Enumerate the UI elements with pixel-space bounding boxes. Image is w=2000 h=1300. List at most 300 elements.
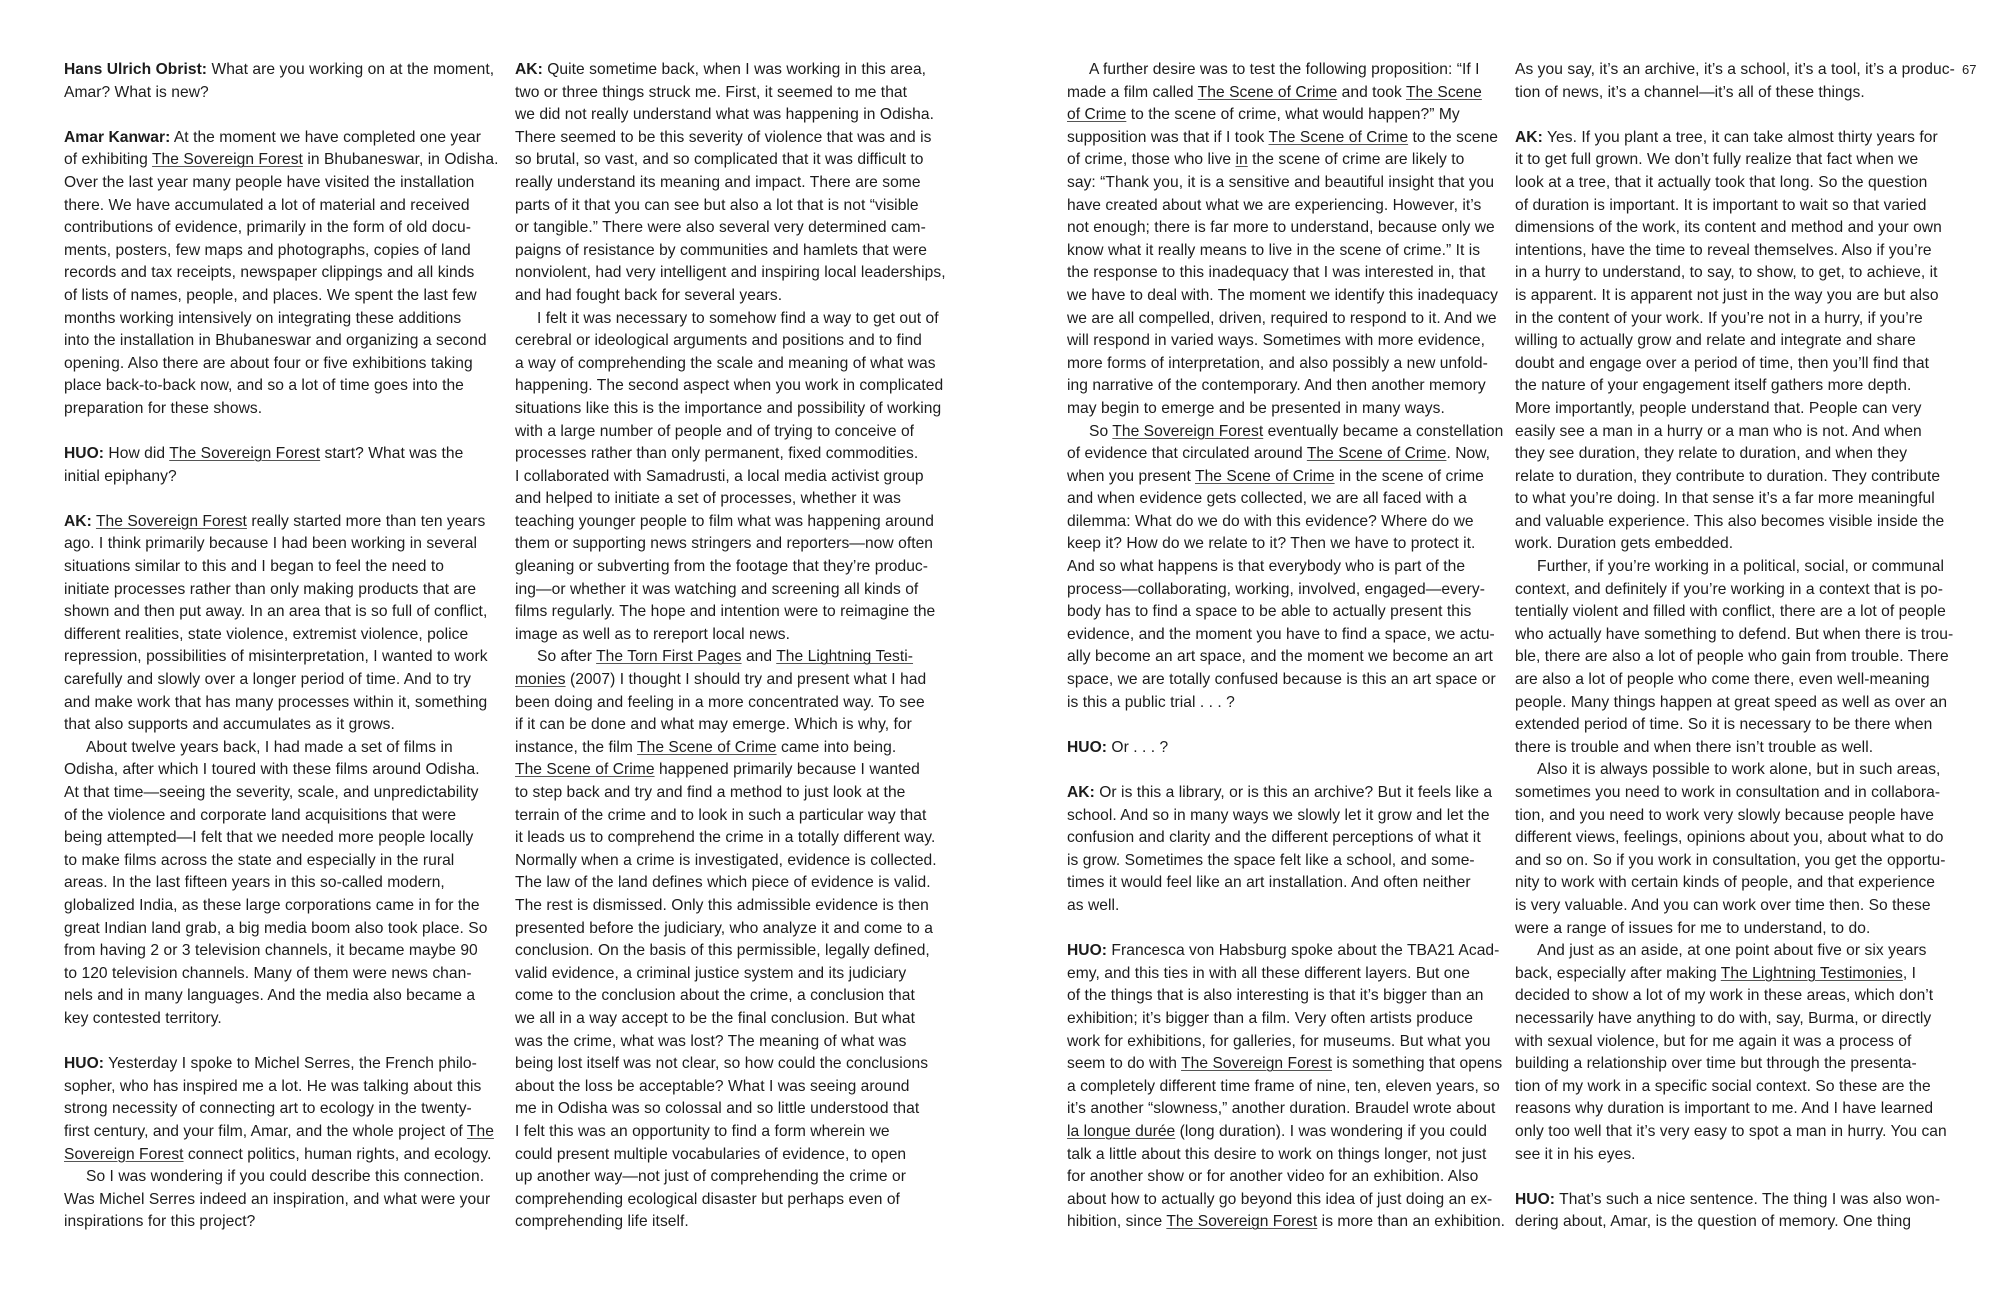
text-run: we all in a way accept to be the final conclusion. But what bbox=[515, 1009, 915, 1027]
text-line bbox=[515, 1031, 955, 1054]
text-line bbox=[1067, 1053, 1507, 1076]
text-run: back, especially after making bbox=[1515, 964, 1721, 982]
text-line bbox=[1515, 1031, 1955, 1054]
text-run: there is trouble and when there isn’t trouble as well. bbox=[1515, 738, 1874, 756]
text-line bbox=[1515, 646, 1955, 669]
text-run: really started more than ten years bbox=[246, 512, 486, 530]
text-run: What are you working on at the moment, bbox=[207, 61, 495, 78]
text-run: in a hurry to understand, to say, to show, to get, to achieve, it bbox=[1515, 264, 1938, 282]
work-title: The Sovereign Forest bbox=[1181, 1055, 1333, 1073]
text-run: initial epiphany? bbox=[64, 467, 177, 485]
text-line bbox=[64, 556, 504, 579]
text-run: and helped to initiate a set of processes, whether it was bbox=[515, 490, 901, 508]
text-line bbox=[515, 104, 955, 127]
text-run: A further desire was to test the following proposition: “If I bbox=[1089, 61, 1480, 78]
text-line bbox=[1515, 759, 1955, 782]
text-run: shown and then put away. In an area that is so full of conflict, bbox=[64, 603, 488, 621]
text-run: nity to work with certain kinds of people, and that experience bbox=[1515, 874, 1936, 892]
text-line bbox=[64, 646, 504, 669]
text-run: more forms of interpretation, and also possibly a new unfold- bbox=[1067, 354, 1488, 372]
text-line bbox=[1515, 82, 1955, 105]
text-run: to make films across the state and especially in the rural bbox=[64, 851, 455, 869]
text-line bbox=[1515, 601, 1955, 624]
text-line bbox=[64, 714, 504, 737]
text-line bbox=[1515, 127, 1955, 150]
text-run: decided to show a lot of my work in these areas, which don’t bbox=[1515, 987, 1934, 1005]
text-line bbox=[1067, 805, 1507, 828]
paragraph-gap bbox=[64, 488, 504, 511]
speaker-label: AK: bbox=[64, 512, 92, 530]
paragraph-gap bbox=[1067, 714, 1507, 737]
text-line bbox=[64, 82, 504, 105]
text-run: confusion and clarity and the different perceptions of what it bbox=[1067, 829, 1481, 847]
text-run: building a relationship over time but through the presenta- bbox=[1515, 1055, 1917, 1073]
text-line bbox=[1067, 330, 1507, 353]
text-run: it leads us to comprehend the crime in a totally different way. bbox=[515, 829, 936, 847]
text-run: So I was wondering if you could describe this connection. bbox=[86, 1168, 485, 1186]
text-run: with a large number of people and of trying to conceive of bbox=[515, 422, 915, 440]
text-run: emy, and this ties in with all these different layers. But one bbox=[1067, 964, 1470, 982]
text-line bbox=[1067, 421, 1507, 444]
text-run: up another way—not just of comprehending the crime or bbox=[515, 1168, 906, 1186]
text-run: dilemma: What do we do with this evidence? Where do we bbox=[1067, 512, 1474, 530]
text-line bbox=[1067, 556, 1507, 579]
text-run: situations like this is the importance and possibility of working bbox=[515, 399, 942, 417]
speaker-label: Hans Ulrich Obrist: bbox=[64, 61, 208, 78]
text-run: work for exhibitions, for galleries, for museums. But what you bbox=[1067, 1032, 1491, 1050]
text-run: from having 2 or 3 television channels, it became maybe 90 bbox=[64, 942, 478, 960]
text-run: times it would feel like an art installation. And often neither bbox=[1067, 874, 1471, 892]
text-run: willing to actually grow and relate and integrate and share bbox=[1515, 332, 1916, 350]
text-line bbox=[1067, 827, 1507, 850]
text-line bbox=[64, 692, 504, 715]
text-line bbox=[64, 443, 504, 466]
text-line bbox=[515, 827, 955, 850]
text-line bbox=[1515, 782, 1955, 805]
text-line bbox=[1515, 1211, 1955, 1234]
text-line bbox=[1515, 172, 1955, 195]
text-line bbox=[1515, 240, 1955, 263]
work-title: The Scene of Crime bbox=[515, 761, 655, 779]
text-run: About twelve years back, I had made a set of films in bbox=[86, 738, 453, 756]
text-line bbox=[1067, 669, 1507, 692]
text-run: process—collaborating, working, involved, engaged—every- bbox=[1067, 580, 1485, 598]
text-line bbox=[515, 714, 955, 737]
text-column-4 bbox=[1515, 59, 1955, 1234]
speaker-label: Amar Kanwar: bbox=[64, 128, 171, 146]
text-line bbox=[515, 782, 955, 805]
text-run: is apparent. It is apparent not just in the way you are but also bbox=[1515, 286, 1939, 304]
text-run: keep it? How do we relate to it? Then we have to protect it. bbox=[1067, 535, 1476, 553]
text-run: , I bbox=[1902, 964, 1917, 982]
text-line bbox=[1067, 443, 1507, 466]
text-run: Amar? What is new? bbox=[64, 83, 209, 101]
text-run: it to get full grown. We don’t fully realize that fact when we bbox=[1515, 151, 1919, 169]
text-line bbox=[1067, 353, 1507, 376]
text-line bbox=[1515, 579, 1955, 602]
text-line bbox=[64, 985, 504, 1008]
text-line bbox=[515, 963, 955, 986]
text-line bbox=[1515, 1053, 1955, 1076]
text-line bbox=[515, 646, 955, 669]
text-run: months working intensively on integrating these additions bbox=[64, 309, 462, 327]
text-line bbox=[1515, 918, 1955, 941]
text-run: in the scene of crime bbox=[1334, 467, 1484, 485]
text-run: situations similar to this and I began to feel the need to bbox=[64, 558, 444, 576]
text-line bbox=[1067, 262, 1507, 285]
text-run: and so on. So if you work in consultation, you get the opportu- bbox=[1515, 851, 1946, 869]
text-line bbox=[515, 511, 955, 534]
text-run: valid evidence, a criminal justice system and its judiciary bbox=[515, 964, 907, 982]
text-line bbox=[515, 421, 955, 444]
text-line bbox=[1067, 195, 1507, 218]
text-run: talk a little about this desire to work on things longer, not just bbox=[1067, 1145, 1487, 1163]
text-run: in Bhubaneswar, in Odisha. bbox=[302, 151, 499, 169]
speaker-label: AK: bbox=[1067, 784, 1095, 801]
text-line bbox=[515, 488, 955, 511]
text-run: I collaborated with Samadrusti, a local media activist group bbox=[515, 467, 924, 485]
text-run: intentions, have the time to reveal themselves. Also if you’re bbox=[1515, 241, 1932, 259]
text-line bbox=[64, 240, 504, 263]
text-line bbox=[1515, 398, 1955, 421]
text-run: to the scene bbox=[1408, 128, 1499, 146]
text-line bbox=[1067, 963, 1507, 986]
text-line bbox=[515, 1211, 955, 1234]
text-line bbox=[64, 1189, 504, 1212]
text-line bbox=[1067, 217, 1507, 240]
text-run: (2007) I thought I should try and present what I had bbox=[565, 671, 927, 689]
text-run: is more than an exhibition. bbox=[1317, 1213, 1506, 1231]
text-line bbox=[64, 759, 504, 782]
text-line bbox=[1515, 330, 1955, 353]
text-line bbox=[64, 1008, 504, 1031]
work-title: The Lightning Testi- bbox=[776, 648, 914, 666]
text-run: Was Michel Serres indeed an inspiration, and what were your bbox=[64, 1190, 491, 1208]
text-run: is very valuable. And you can work over time then. So these bbox=[1515, 896, 1931, 914]
text-run: Normally when a crime is investigated, evidence is collected. bbox=[515, 851, 937, 869]
work-title: The Scene of Crime bbox=[637, 738, 777, 756]
text-line bbox=[64, 353, 504, 376]
text-line bbox=[515, 556, 955, 579]
text-run: dimensions of the work, its content and method and your own bbox=[1515, 219, 1942, 237]
text-line bbox=[515, 285, 955, 308]
text-run: a completely different time frame of nine, ten, eleven years, so bbox=[1067, 1077, 1500, 1095]
text-run: I felt this was an opportunity to find a form wherein we bbox=[515, 1122, 890, 1140]
text-run: about how to actually go beyond this idea of just doing an ex- bbox=[1067, 1190, 1493, 1208]
text-run: not enough; there is far more to understand, because only we bbox=[1067, 219, 1495, 237]
text-line bbox=[515, 918, 955, 941]
text-run: of lists of names, people, and places. We spent the last few bbox=[64, 286, 477, 304]
paragraph-gap bbox=[1515, 104, 1955, 127]
text-line bbox=[515, 1121, 955, 1144]
text-line bbox=[1515, 466, 1955, 489]
text-run: preparation for these shows. bbox=[64, 399, 263, 417]
text-run: been doing and feeling in a more concentrated way. To see bbox=[515, 693, 925, 711]
text-line bbox=[64, 1121, 504, 1144]
text-line bbox=[64, 1166, 504, 1189]
text-line bbox=[515, 172, 955, 195]
speaker-label: AK: bbox=[1515, 128, 1543, 146]
text-run: as well. bbox=[1067, 896, 1120, 914]
text-line bbox=[1067, 782, 1507, 805]
text-line bbox=[1067, 59, 1507, 82]
text-run: so brutal, so vast, and so complicated that it was difficult to bbox=[515, 151, 924, 169]
text-run: tion, and you need to work very slowly because people have bbox=[1515, 806, 1934, 824]
text-run: key contested territory. bbox=[64, 1009, 222, 1027]
text-run: say: “Thank you, it is a sensitive and beautiful insight that you bbox=[1067, 173, 1495, 191]
text-run: exhibition; it’s bigger than a film. Very often artists produce bbox=[1067, 1009, 1473, 1027]
text-run: gleaning or subverting from the footage that they’re produc- bbox=[515, 558, 929, 576]
text-run: nels and in many languages. And the media also became a bbox=[64, 987, 476, 1005]
text-line bbox=[515, 82, 955, 105]
text-run: body has to find a space to be able to actually present this bbox=[1067, 603, 1472, 621]
text-line bbox=[515, 353, 955, 376]
text-line bbox=[1515, 1144, 1955, 1167]
text-run: only too well that it’s very easy to spot a man in hurry. You can bbox=[1515, 1122, 1947, 1140]
text-line bbox=[1515, 443, 1955, 466]
work-title: in bbox=[1235, 151, 1248, 169]
text-run: of exhibiting bbox=[64, 151, 152, 169]
text-run: At the moment we have completed one year bbox=[170, 128, 481, 146]
text-line bbox=[64, 59, 504, 82]
text-line bbox=[1067, 1076, 1507, 1099]
text-line bbox=[515, 127, 955, 150]
work-title: monies bbox=[515, 671, 566, 689]
text-run: parts of it that you can see but also a lot that is not “visible bbox=[515, 196, 919, 214]
text-line bbox=[1515, 353, 1955, 376]
text-run: of the violence and corporate land acquisitions that were bbox=[64, 806, 457, 824]
text-run: made a film called bbox=[1067, 83, 1198, 101]
text-line bbox=[515, 1189, 955, 1212]
text-run: will respond in varied ways. Sometimes with more evidence, bbox=[1067, 332, 1486, 350]
text-run: happened primarily because I wanted bbox=[654, 761, 920, 779]
text-run: ally become an art space, and the moment we become an art bbox=[1067, 648, 1493, 666]
text-line bbox=[515, 850, 955, 873]
text-run: More importantly, people understand that. People can very bbox=[1515, 399, 1922, 417]
text-run: was the crime, what was lost? The meaning of what was bbox=[515, 1032, 907, 1050]
text-run: comprehending life itself. bbox=[515, 1213, 689, 1231]
text-line bbox=[1067, 398, 1507, 421]
text-run: records and tax receipts, newspaper clippings and all kinds bbox=[64, 264, 475, 282]
text-line bbox=[64, 669, 504, 692]
text-run: And so what happens is that everybody who is part of the bbox=[1067, 558, 1466, 576]
text-line bbox=[1067, 285, 1507, 308]
text-run: So after bbox=[537, 648, 597, 666]
text-line bbox=[1515, 963, 1955, 986]
text-line bbox=[1067, 1098, 1507, 1121]
text-run: nonviolent, had very intelligent and inspiring local leaderships, bbox=[515, 264, 946, 282]
text-run: processes rather than only permanent, fixed commodities. bbox=[515, 445, 919, 463]
text-line bbox=[1067, 1031, 1507, 1054]
work-title: The Torn First Pages bbox=[596, 648, 742, 666]
text-run: teaching younger people to film what was happening around bbox=[515, 512, 934, 530]
text-run: of the things that is also interesting is that it’s bigger than an bbox=[1067, 987, 1484, 1005]
text-line bbox=[64, 1211, 504, 1234]
text-run: could present multiple vocabularies of evidence, to open bbox=[515, 1145, 907, 1163]
text-line bbox=[515, 579, 955, 602]
text-run: contributions of evidence, primarily in the form of old docu- bbox=[64, 219, 471, 237]
text-run: in the content of your work. If you’re not in a hurry, if you’re bbox=[1515, 309, 1923, 327]
text-run: different realities, state violence, extremist violence, police bbox=[64, 625, 469, 643]
text-line bbox=[1515, 1121, 1955, 1144]
text-line bbox=[1067, 375, 1507, 398]
text-line bbox=[64, 579, 504, 602]
work-title: The Lightning Testimonies bbox=[1720, 964, 1903, 982]
text-line bbox=[1515, 421, 1955, 444]
work-title: The Sovereign Forest bbox=[151, 151, 303, 169]
text-line bbox=[1515, 624, 1955, 647]
text-line bbox=[64, 285, 504, 308]
text-run: Also it is always possible to work alone, but in such areas, bbox=[1537, 761, 1941, 779]
text-line bbox=[1515, 511, 1955, 534]
text-line bbox=[515, 940, 955, 963]
text-line bbox=[1067, 488, 1507, 511]
text-run: dering about, Amar, is the question of memory. One thing bbox=[1515, 1213, 1912, 1231]
paragraph-gap bbox=[1067, 918, 1507, 941]
paragraph-gap bbox=[64, 421, 504, 444]
text-line bbox=[1067, 533, 1507, 556]
text-line bbox=[64, 1098, 504, 1121]
text-run: to what you’re doing. In that sense it’s a far more meaningful bbox=[1515, 490, 1935, 508]
work-title: The Scene bbox=[1405, 83, 1482, 101]
text-run: ing narrative of the contemporary. And then another memory bbox=[1067, 377, 1486, 395]
text-line bbox=[515, 195, 955, 218]
page-number: 67 bbox=[1962, 62, 1977, 77]
text-line bbox=[64, 308, 504, 331]
speaker-label: HUO: bbox=[1067, 942, 1108, 960]
text-run: the scene of crime are likely to bbox=[1247, 151, 1465, 169]
text-run: As you say, it’s an archive, it’s a school, it’s a tool, it’s a produc- bbox=[1515, 61, 1955, 78]
text-line bbox=[1515, 533, 1955, 556]
paragraph-gap bbox=[1515, 1166, 1955, 1189]
text-run: supposition was that if I took bbox=[1067, 128, 1269, 146]
text-line bbox=[515, 533, 955, 556]
text-line bbox=[1515, 895, 1955, 918]
text-run: really understand its meaning and impact. There are some bbox=[515, 173, 921, 191]
text-line bbox=[515, 59, 955, 82]
text-run: came into being. bbox=[776, 738, 897, 756]
text-run: repression, possibilities of misinterpretation, I wanted to work bbox=[64, 648, 488, 666]
text-run: when you present bbox=[1067, 467, 1195, 485]
text-line bbox=[1067, 1121, 1507, 1144]
text-run: sopher, who has inspired me a lot. He was talking about this bbox=[64, 1077, 482, 1095]
text-line bbox=[64, 940, 504, 963]
text-run: me in Odisha was so colossal and so little understood that bbox=[515, 1100, 920, 1118]
text-run: reasons why duration is important to me. And I have learned bbox=[1515, 1100, 1934, 1118]
text-line bbox=[1515, 1076, 1955, 1099]
text-line bbox=[515, 985, 955, 1008]
paragraph-gap bbox=[1067, 759, 1507, 782]
text-line bbox=[1515, 195, 1955, 218]
text-run: tentially violent and filled with conflict, there are a lot of people bbox=[1515, 603, 1946, 621]
text-line bbox=[1067, 985, 1507, 1008]
text-run: So bbox=[1089, 422, 1113, 440]
text-run: extended period of time. So it is necessary to be there when bbox=[1515, 716, 1933, 734]
text-line bbox=[64, 624, 504, 647]
text-line bbox=[64, 375, 504, 398]
text-line bbox=[64, 737, 504, 760]
text-line bbox=[1515, 375, 1955, 398]
text-run: And just as an aside, at one point about five or six years bbox=[1537, 942, 1927, 960]
text-line bbox=[1067, 872, 1507, 895]
text-run: hibition, since bbox=[1067, 1213, 1167, 1231]
text-line bbox=[64, 127, 504, 150]
text-line bbox=[1067, 127, 1507, 150]
text-line bbox=[515, 1008, 955, 1031]
text-run: people. Many things happen at great speed as well as over an bbox=[1515, 693, 1948, 711]
text-line bbox=[1067, 511, 1507, 534]
text-line bbox=[1515, 285, 1955, 308]
text-line bbox=[515, 759, 955, 782]
text-run: How did bbox=[104, 445, 170, 463]
work-title: Sovereign Forest bbox=[64, 1145, 184, 1163]
text-run: were a range of issues for me to understand, to do. bbox=[1515, 919, 1871, 937]
text-run: great Indian land grab, a big media boom also took place. So bbox=[64, 919, 488, 937]
text-line bbox=[1067, 149, 1507, 172]
text-run: them or supporting news stringers and reporters—now often bbox=[515, 535, 934, 553]
text-run: Odisha, after which I toured with these films around Odisha. bbox=[64, 761, 480, 779]
text-line bbox=[1067, 308, 1507, 331]
text-line bbox=[1067, 1166, 1507, 1189]
text-run: we have to deal with. The moment we identify this inadequacy bbox=[1067, 286, 1498, 304]
text-run: work. Duration gets embedded. bbox=[1515, 535, 1734, 553]
text-line bbox=[515, 1098, 955, 1121]
text-line bbox=[515, 466, 955, 489]
text-run: start? What was the bbox=[320, 445, 464, 463]
text-line bbox=[1515, 872, 1955, 895]
speaker-label: AK: bbox=[515, 61, 543, 78]
text-run: I felt it was necessary to somehow find a way to get out of bbox=[537, 309, 939, 327]
text-run: they see duration, they relate to duration, and when they bbox=[1515, 445, 1908, 463]
text-line bbox=[64, 466, 504, 489]
text-line bbox=[515, 240, 955, 263]
work-title: The Sovereign Forest bbox=[95, 512, 247, 530]
text-run: is grow. Sometimes the space felt like a school, and some- bbox=[1067, 851, 1475, 869]
text-line bbox=[64, 782, 504, 805]
text-run: globalized India, as these large corporations came in for the bbox=[64, 896, 480, 914]
text-line bbox=[515, 149, 955, 172]
text-line bbox=[64, 895, 504, 918]
text-line bbox=[64, 149, 504, 172]
text-line bbox=[1067, 240, 1507, 263]
text-run: carefully and slowly over a longer period of time. And to try bbox=[64, 671, 471, 689]
text-line bbox=[1515, 827, 1955, 850]
text-line bbox=[1067, 692, 1507, 715]
speaker-label: HUO: bbox=[1515, 1190, 1556, 1208]
text-run: Or is this a library, or is this an archive? But it feels like a bbox=[1094, 784, 1493, 801]
text-run: Or . . . ? bbox=[1107, 738, 1169, 756]
text-line bbox=[64, 827, 504, 850]
text-line bbox=[515, 443, 955, 466]
text-run: The law of the land defines which piece of evidence is valid. bbox=[515, 874, 931, 892]
text-run: space, we are totally confused because is this an art space or bbox=[1067, 671, 1496, 689]
text-line bbox=[515, 895, 955, 918]
text-line bbox=[1515, 1098, 1955, 1121]
text-run: of duration is important. It is important to wait so that varied bbox=[1515, 196, 1927, 214]
text-line bbox=[1515, 262, 1955, 285]
text-run: ble, there are also a lot of people who gain from trouble. There bbox=[1515, 648, 1949, 666]
text-run: areas. In the last fifteen years in this so-called modern, bbox=[64, 874, 445, 892]
text-run: context, and definitely if you’re working in a context that is po- bbox=[1515, 580, 1944, 598]
paragraph-gap bbox=[64, 1031, 504, 1054]
text-column-1 bbox=[64, 59, 504, 1234]
text-line bbox=[1515, 556, 1955, 579]
text-line bbox=[1067, 601, 1507, 624]
text-line bbox=[64, 533, 504, 556]
text-line bbox=[64, 963, 504, 986]
text-run: ago. I think primarily because I had been working in several bbox=[64, 535, 477, 553]
text-line bbox=[515, 737, 955, 760]
